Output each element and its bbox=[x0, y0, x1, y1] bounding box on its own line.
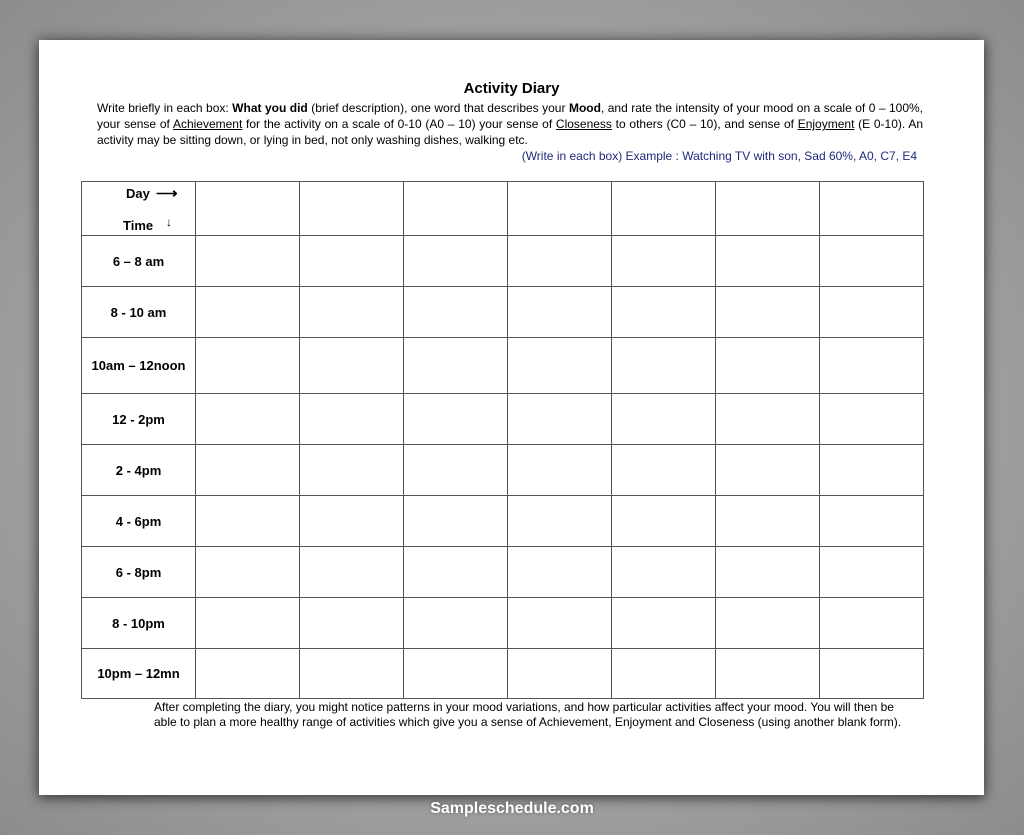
instructions-paragraph bbox=[97, 100, 923, 148]
time-slot-label: 4 - 6pm bbox=[82, 496, 196, 547]
diary-entry-cell[interactable] bbox=[404, 287, 508, 338]
diary-entry-cell[interactable] bbox=[612, 287, 716, 338]
time-slot-label: 6 – 8 am bbox=[82, 236, 196, 287]
day-column-header-cell[interactable] bbox=[196, 182, 300, 236]
diary-entry-cell[interactable] bbox=[404, 236, 508, 287]
diary-entry-cell[interactable] bbox=[300, 236, 404, 287]
intro-bold-what-you-did: What you did bbox=[232, 101, 308, 115]
diary-entry-cell[interactable] bbox=[508, 547, 612, 598]
diary-entry-cell[interactable] bbox=[508, 649, 612, 699]
document-page bbox=[39, 40, 984, 795]
time-slot-row bbox=[82, 236, 924, 287]
day-column-header-cell[interactable] bbox=[612, 182, 716, 236]
diary-entry-cell[interactable] bbox=[612, 649, 716, 699]
diary-entry-cell[interactable] bbox=[508, 394, 612, 445]
diary-entry-cell[interactable] bbox=[612, 394, 716, 445]
diary-entry-cell[interactable] bbox=[300, 445, 404, 496]
time-slot-label: 10pm – 12mn bbox=[82, 649, 196, 699]
diary-entry-cell[interactable] bbox=[300, 287, 404, 338]
diary-entry-cell[interactable] bbox=[508, 287, 612, 338]
diary-entry-cell[interactable] bbox=[716, 445, 820, 496]
watermark: Sampleschedule.com bbox=[430, 800, 594, 817]
diary-entry-cell[interactable] bbox=[820, 338, 924, 394]
diary-entry-cell[interactable] bbox=[716, 236, 820, 287]
intro-text: (E 0-10). An activity may be sitting down, or lying in bed, not only washing dishes, walking etc. bbox=[97, 117, 923, 147]
diary-entry-cell[interactable] bbox=[820, 598, 924, 649]
diary-entry-cell[interactable] bbox=[196, 236, 300, 287]
diary-entry-cell[interactable] bbox=[820, 287, 924, 338]
diary-entry-cell[interactable] bbox=[716, 338, 820, 394]
intro-text: for the activity on a scale of 0-10 (A0 – 10) your sense of bbox=[242, 117, 556, 131]
diary-entry-cell[interactable] bbox=[196, 338, 300, 394]
diary-entry-cell[interactable] bbox=[196, 547, 300, 598]
diary-entry-cell[interactable] bbox=[508, 338, 612, 394]
diary-entry-cell[interactable] bbox=[196, 649, 300, 699]
diary-entry-cell[interactable] bbox=[716, 496, 820, 547]
intro-text: Write briefly in each box: bbox=[97, 101, 233, 115]
closing-paragraph: After completing the diary, you might notice patterns in your mood variations, and how particular activities affect your mood. You will then be able to plan a more healthy range of activities which give you a sense of Achievement, Enjoyment and Closeness (using another blank form). bbox=[154, 700, 902, 729]
diary-entry-cell[interactable] bbox=[820, 236, 924, 287]
time-slot-label: 8 - 10pm bbox=[82, 598, 196, 649]
time-slot-label: 6 - 8pm bbox=[82, 547, 196, 598]
diary-entry-cell[interactable] bbox=[404, 547, 508, 598]
intro-text: to others (C0 – 10), and sense of bbox=[611, 117, 798, 131]
diary-entry-cell[interactable] bbox=[612, 598, 716, 649]
header-cell-content bbox=[82, 182, 195, 235]
time-slot-row bbox=[82, 338, 924, 394]
arrow-down-icon: ↓ bbox=[166, 215, 172, 229]
arrow-right-icon: ⟶ bbox=[156, 185, 178, 202]
time-slot-label: 8 - 10 am bbox=[82, 287, 196, 338]
time-slot-row bbox=[82, 445, 924, 496]
diary-entry-cell[interactable] bbox=[300, 338, 404, 394]
diary-entry-cell[interactable] bbox=[820, 649, 924, 699]
diary-entry-cell[interactable] bbox=[300, 394, 404, 445]
diary-entry-cell[interactable] bbox=[716, 394, 820, 445]
diary-entry-cell[interactable] bbox=[300, 496, 404, 547]
time-slot-row bbox=[82, 598, 924, 649]
diary-entry-cell[interactable] bbox=[300, 598, 404, 649]
diary-entry-cell[interactable] bbox=[820, 547, 924, 598]
diary-entry-cell[interactable] bbox=[716, 547, 820, 598]
diary-entry-cell[interactable] bbox=[716, 649, 820, 699]
diary-entry-cell[interactable] bbox=[612, 445, 716, 496]
time-slot-label: 12 - 2pm bbox=[82, 394, 196, 445]
diary-entry-cell[interactable] bbox=[196, 598, 300, 649]
intro-text: (brief description), one word that describes your bbox=[307, 101, 569, 115]
diary-entry-cell[interactable] bbox=[196, 287, 300, 338]
diary-entry-cell[interactable] bbox=[716, 598, 820, 649]
diary-entry-cell[interactable] bbox=[404, 445, 508, 496]
time-slot-label: 10am – 12noon bbox=[82, 338, 196, 394]
diary-entry-cell[interactable] bbox=[404, 496, 508, 547]
diary-entry-cell[interactable] bbox=[612, 236, 716, 287]
time-slot-row bbox=[82, 287, 924, 338]
diary-entry-cell[interactable] bbox=[820, 445, 924, 496]
intro-underline-closeness: Closeness bbox=[555, 117, 612, 131]
intro-text: , and rate the intensity of your mood on a scale of 0 – 100%, your sense of bbox=[97, 101, 923, 131]
day-column-header-cell[interactable] bbox=[820, 182, 924, 236]
diary-entry-cell[interactable] bbox=[612, 547, 716, 598]
day-column-header-cell[interactable] bbox=[404, 182, 508, 236]
diary-entry-cell[interactable] bbox=[300, 547, 404, 598]
time-slot-row bbox=[82, 649, 924, 699]
page-title: Activity Diary bbox=[463, 80, 560, 97]
diary-entry-cell[interactable] bbox=[508, 445, 612, 496]
diary-entry-cell[interactable] bbox=[508, 236, 612, 287]
day-column-header-cell[interactable] bbox=[716, 182, 820, 236]
diary-entry-cell[interactable] bbox=[196, 496, 300, 547]
intro-underline-enjoyment: Enjoyment bbox=[797, 117, 855, 131]
diary-entry-cell[interactable] bbox=[612, 338, 716, 394]
day-time-header-cell bbox=[82, 182, 196, 236]
diary-entry-cell[interactable] bbox=[404, 338, 508, 394]
diary-entry-cell[interactable] bbox=[508, 496, 612, 547]
diary-entry-cell[interactable] bbox=[404, 649, 508, 699]
diary-entry-cell[interactable] bbox=[612, 496, 716, 547]
day-column-header-cell[interactable] bbox=[508, 182, 612, 236]
day-column-header-cell[interactable] bbox=[300, 182, 404, 236]
time-header-label: Time bbox=[123, 218, 154, 233]
diary-entry-cell[interactable] bbox=[300, 649, 404, 699]
activity-diary-table bbox=[81, 181, 924, 699]
diary-entry-cell[interactable] bbox=[404, 598, 508, 649]
diary-entry-cell[interactable] bbox=[820, 394, 924, 445]
time-slot-label: 2 - 4pm bbox=[82, 445, 196, 496]
time-slot-row bbox=[82, 496, 924, 547]
day-header-label: Day bbox=[126, 186, 150, 201]
intro-underline-achievement: Achievement bbox=[172, 117, 243, 131]
intro-bold-mood: Mood bbox=[568, 101, 601, 115]
example-note: (Write in each box) Example : Watching TV with son, Sad 60%, A0, C7, E4 bbox=[521, 149, 917, 163]
header-row bbox=[82, 182, 924, 236]
time-slot-row bbox=[82, 394, 924, 445]
time-slot-row bbox=[82, 547, 924, 598]
diary-entry-cell[interactable] bbox=[196, 394, 300, 445]
diary-entry-cell[interactable] bbox=[196, 445, 300, 496]
diary-entry-cell[interactable] bbox=[508, 598, 612, 649]
diary-entry-cell[interactable] bbox=[404, 394, 508, 445]
diary-entry-cell[interactable] bbox=[820, 496, 924, 547]
diary-entry-cell[interactable] bbox=[716, 287, 820, 338]
